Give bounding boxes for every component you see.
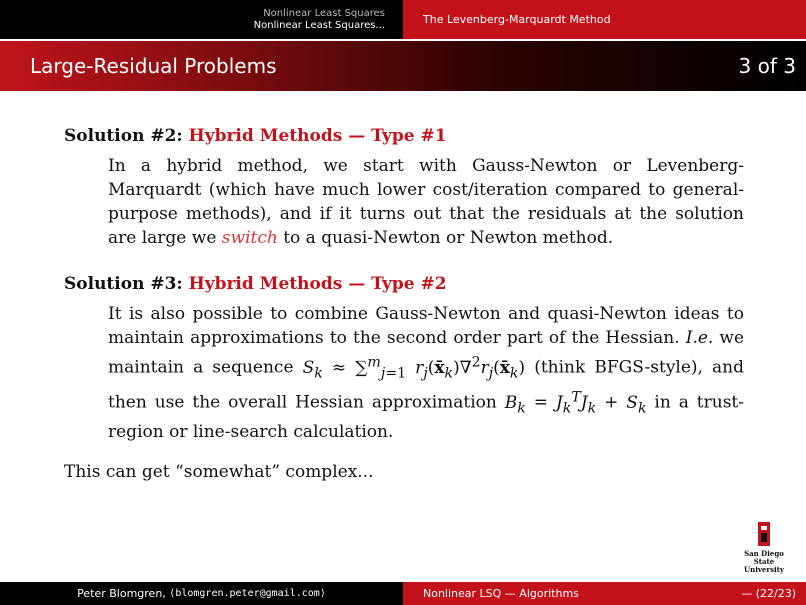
math-sk-sum: $S_k \approx \sum^m_{j=1}$ $r_j(x̄_k)\nabla^2r_j(x̄_k)$: [302, 354, 526, 382]
solution-3-heading: [64, 274, 744, 294]
closing-remark: This can get “somewhat” complex...: [64, 462, 374, 483]
nav-current-section[interactable]: [403, 0, 806, 39]
ie-abbrev: I.e.: [685, 328, 714, 348]
solution-3-text-3: (think BFGS-style), and then use the overall Hessian approximation: [108, 357, 745, 413]
university-name-line-2: University: [744, 565, 784, 574]
solution-2-label: Solution #2:: [64, 126, 183, 146]
university-name-line-1: San Diego State: [744, 549, 784, 566]
slide-content: [64, 126, 744, 499]
slide-title-bar: [0, 41, 806, 91]
university-name: [734, 550, 794, 574]
solution-3-name: Hybrid Methods — Type #2: [188, 274, 447, 294]
nav-section-list: [0, 0, 403, 39]
sdsu-emblem-icon: [734, 520, 794, 550]
slide-title: Large-Residual Problems: [30, 54, 277, 78]
solution-3-text-1: It is also possible to combine Gauss-Newton and quasi-Newton ideas to maintain approximations to the second order part of the Hessian.: [108, 304, 744, 348]
footer-section-block: [403, 582, 806, 605]
top-navigation: [0, 0, 806, 39]
solution-2-name: Hybrid Methods — Type #1: [188, 126, 447, 146]
footer-author: Peter Blomgren,: [77, 587, 166, 600]
math-bk-formula: $B_k = J_k^TJ_k + S_k$: [504, 389, 647, 417]
solution-3-text-2: we maintain a sequence: [108, 328, 745, 378]
footer-email: ⟨blomgren.peter@gmail.com⟩: [169, 588, 326, 599]
solution-3-body: [108, 302, 744, 444]
solution-2-text-end: to a quasi-Newton or Newton method.: [277, 228, 614, 248]
solution-2-heading: [64, 126, 744, 146]
footer-section: Nonlinear LSQ — Algorithms: [423, 587, 579, 600]
slide-footer: [0, 582, 806, 605]
slide-counter: 3 of 3: [738, 54, 796, 78]
university-logo: [734, 520, 794, 572]
nav-section-link[interactable]: Nonlinear Least Squares: [263, 7, 385, 19]
solution-3-label: Solution #3:: [64, 274, 183, 294]
solution-2-body: [108, 154, 744, 250]
solution-2-text: In a hybrid method, we start with Gauss-Newton or Levenberg-Marquardt (which have much lower cost/iteration compared to general-purpose methods), and if it turns out that the residuals at the solution are large we: [108, 156, 744, 248]
footer-author-block: [0, 582, 403, 605]
nav-subsection-link[interactable]: Nonlinear Least Squares...: [253, 19, 385, 31]
footer-page-number: — (22/23): [741, 587, 796, 600]
nav-current-section-label: The Levenberg-Marquardt Method: [423, 13, 611, 26]
solution-3-text-4: in a trust-region or line-search calculation.: [108, 392, 744, 443]
switch-emphasis: switch: [221, 228, 278, 248]
